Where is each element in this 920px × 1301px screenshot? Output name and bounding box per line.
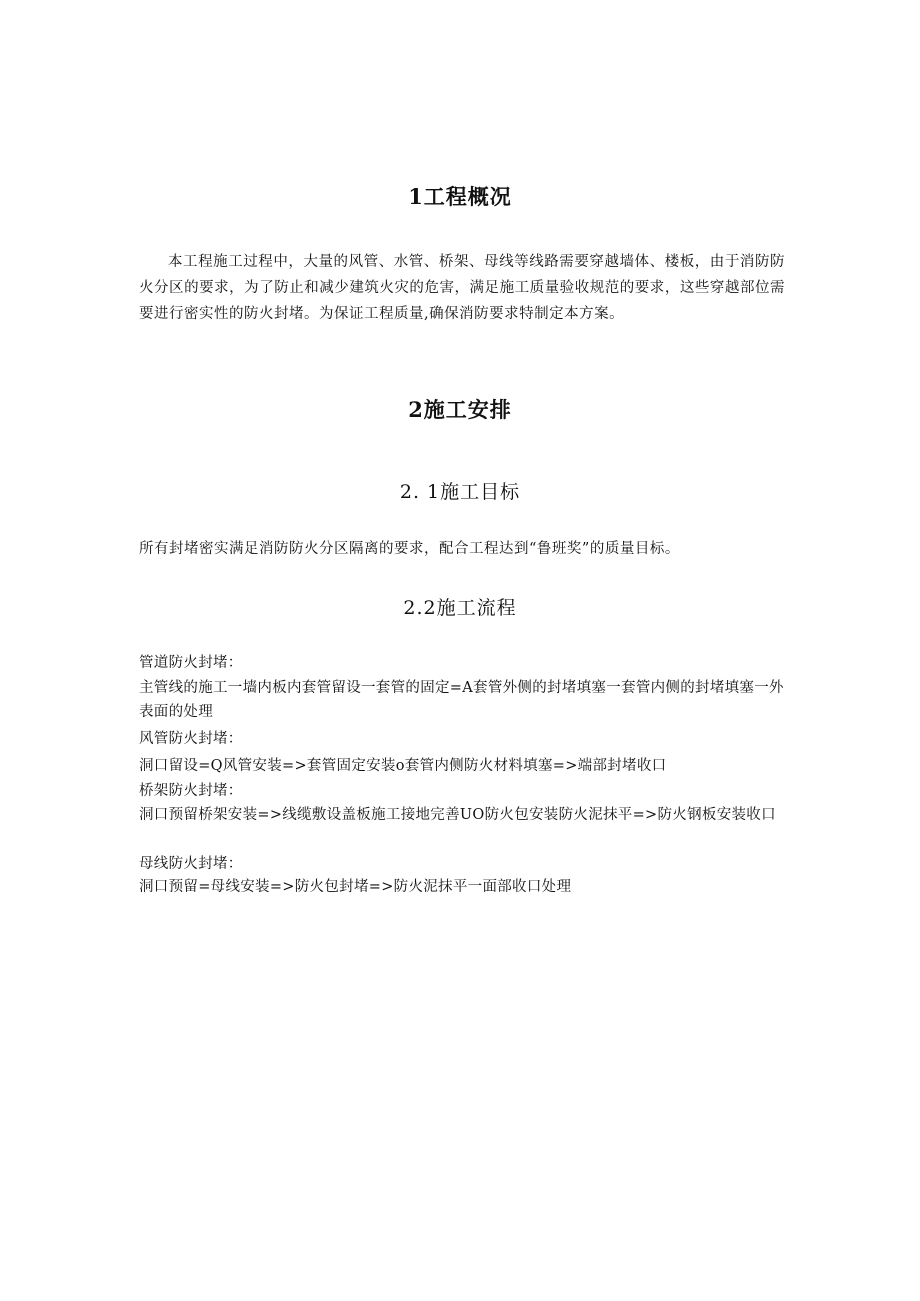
- section-2-1-title: 2. 1施工目标: [399, 481, 521, 503]
- section-2-2-title: 2.2施工流程: [403, 597, 517, 619]
- section-1-title: 1工程概况: [408, 184, 512, 209]
- busbar-sealing-label: 母线防火封堵：: [139, 856, 243, 872]
- pipe-sealing-flow: 主管线的施工一墙内板内套管留设一套管的固定=A套管外侧的封堵填塞一套管内侧的封堵填塞一外表面的处理: [139, 680, 784, 720]
- busbar-sealing-flow: 洞口预留=母线安装=>防火包封堵=>防火泥抹平一面部收口处理: [139, 879, 572, 895]
- duct-sealing-label: 风管防火封堵：: [139, 731, 243, 747]
- section-2-1-paragraph: 所有封堵密实满足消防防火分区隔离的要求，配合工程达到“鲁班奖”的质量目标。: [139, 541, 680, 557]
- tray-sealing-flow: 洞口预留桥架安装=>线缆敷设盖板施工接地完善UO防火包安装防火泥抹平=>防火钢板安装收口: [139, 807, 776, 823]
- duct-sealing-flow: 洞口留设=Q风管安装=>套管固定安装o套管内侧防火材料填塞=>端部封堵收口: [139, 758, 667, 774]
- pipe-sealing-label: 管道防火封堵：: [139, 655, 243, 671]
- section-1-paragraph: 本工程施工过程中，大量的风管、水管、桥架、母线等线路需要穿越墙体、楼板，由于消防防火分区的要求，为了防止和减少建筑火灾的危害，满足施工质量验收规范的要求，这些穿越部位需要进行密实性的防火封堵。为保证工程质量,确保消防要求特制定本方案。: [139, 254, 785, 322]
- tray-sealing-label: 桥架防火封堵：: [139, 783, 243, 799]
- section-2-title: 2施工安排: [408, 397, 512, 422]
